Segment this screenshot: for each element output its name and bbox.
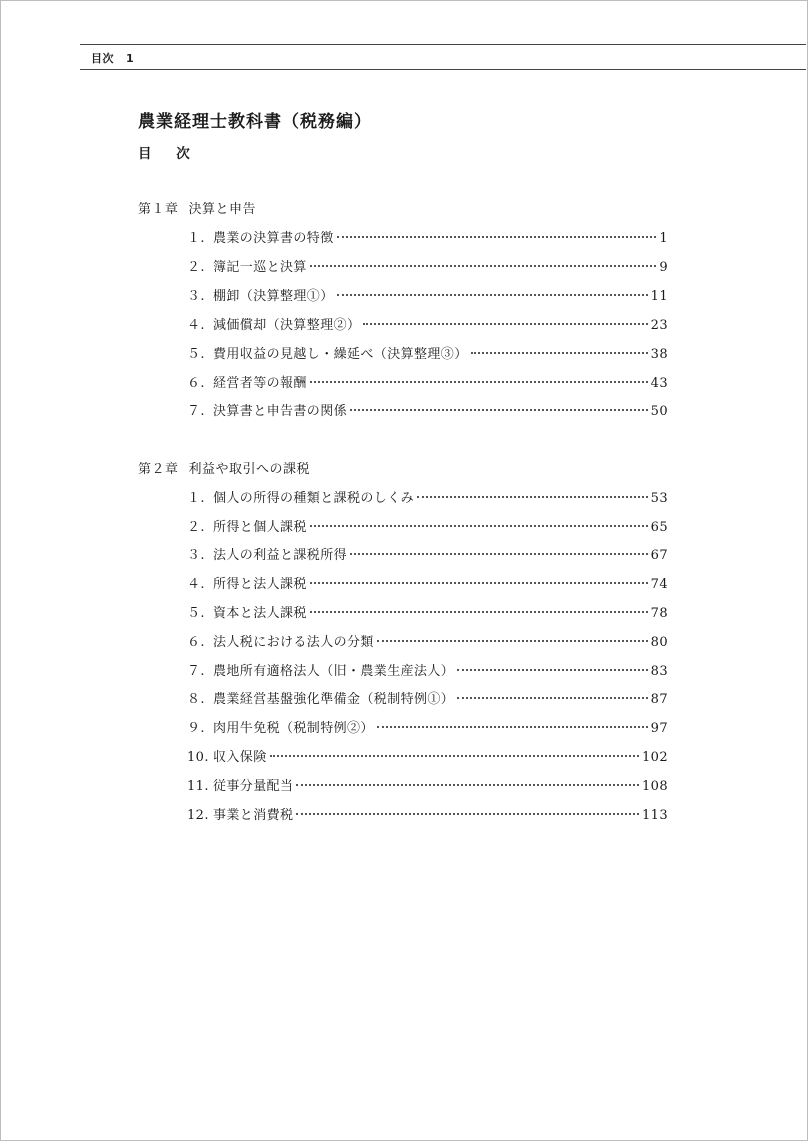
toc-entry[interactable] [187, 804, 668, 824]
entry-title: 農地所有適格法人（旧・農業生産法人） [213, 664, 455, 679]
entry-number: ９. [187, 721, 205, 736]
entry-page: 38 [650, 347, 668, 362]
entry-title: 所得と個人課税 [213, 520, 307, 535]
dot-leader [363, 323, 647, 325]
entry-page: 50 [650, 404, 668, 419]
entry-title: 減価償却（決算整理②） [213, 318, 361, 333]
chapter-title: 決算と申告 [188, 202, 257, 217]
entry-title: 簿記一巡と決算 [213, 260, 307, 275]
entry-page: 11 [650, 289, 668, 304]
entry-page: 87 [650, 692, 668, 707]
entry-page: 65 [650, 520, 668, 535]
dot-leader [337, 294, 648, 296]
dot-leader [457, 697, 647, 699]
chapter-number: 第２章 [138, 462, 179, 477]
entry-title: 費用収益の見越し・繰延べ（決算整理③） [213, 347, 468, 362]
dot-leader [350, 553, 648, 555]
entry-number: ２. [187, 520, 205, 535]
dot-leader [296, 813, 639, 815]
dot-leader [350, 409, 648, 411]
dot-leader [296, 784, 639, 786]
entry-number: ５. [187, 606, 205, 621]
toc-entry[interactable] [187, 631, 668, 651]
entry-page: 1 [659, 231, 668, 246]
entry-title: 肉用牛免税（税制特例②） [213, 721, 374, 736]
entry-number: 11. [187, 779, 209, 794]
toc-entry[interactable] [187, 775, 668, 795]
toc-entry[interactable] [187, 660, 668, 680]
toc-entry[interactable] [187, 746, 668, 766]
dot-leader [337, 236, 657, 238]
toc-entry[interactable] [187, 285, 668, 305]
entry-page: 97 [650, 721, 668, 736]
entry-number: ８. [187, 692, 205, 707]
toc-entry[interactable] [187, 544, 668, 564]
entry-title: 従事分量配当 [213, 779, 294, 794]
dot-leader [471, 352, 648, 354]
entry-title: 収入保険 [213, 750, 267, 765]
dot-leader [310, 265, 657, 267]
entry-page: 23 [650, 318, 668, 333]
entry-number: １. [187, 231, 205, 246]
entry-title: 法人税における法人の分類 [213, 635, 374, 650]
dot-leader [377, 726, 648, 728]
toc-entry[interactable] [187, 516, 668, 536]
dot-leader [310, 611, 648, 613]
dot-leader [417, 496, 648, 498]
running-header-text [91, 50, 134, 66]
entry-number: ４. [187, 318, 205, 333]
entry-page: 113 [641, 808, 668, 823]
entry-number: 10. [187, 750, 209, 765]
entry-number: ３. [187, 548, 205, 563]
entry-number: １. [187, 491, 205, 506]
toc-entry[interactable] [187, 256, 668, 276]
dot-leader [377, 640, 648, 642]
toc-entry[interactable] [187, 602, 668, 622]
dot-leader [310, 525, 648, 527]
entry-page: 108 [641, 779, 668, 794]
entry-number: 12. [187, 808, 209, 823]
entry-number: ２. [187, 260, 205, 275]
dot-leader [270, 755, 639, 757]
entry-page: 83 [650, 664, 668, 679]
toc-entry[interactable] [187, 372, 668, 392]
entry-number: ６. [187, 635, 205, 650]
toc-entry[interactable] [187, 688, 668, 708]
entry-number: ５. [187, 347, 205, 362]
book-title: 農業経理士教科書（税務編） [138, 112, 372, 132]
entry-title: 農業の決算書の特徴 [213, 231, 334, 246]
toc-heading: 目 次 [138, 146, 200, 162]
entry-number: ７. [187, 404, 205, 419]
entry-title: 所得と法人課税 [213, 577, 307, 592]
entry-title: 決算書と申告書の関係 [213, 404, 348, 419]
entry-number: ７. [187, 664, 205, 679]
chapter-heading-1 [138, 198, 256, 217]
entry-page: 53 [650, 491, 668, 506]
toc-entry[interactable] [187, 717, 668, 737]
entry-page: 67 [650, 548, 668, 563]
toc-entry[interactable] [187, 487, 668, 507]
chapter-number: 第１章 [138, 202, 179, 217]
entry-page: 80 [650, 635, 668, 650]
entry-number: ４. [187, 577, 205, 592]
toc-entry[interactable] [187, 400, 668, 420]
running-header [80, 44, 806, 70]
running-header-label: 目次 [91, 52, 114, 65]
entry-page: 102 [641, 750, 668, 765]
dot-leader [310, 381, 648, 383]
entry-title: 法人の利益と課税所得 [213, 548, 348, 563]
entry-page: 9 [659, 260, 668, 275]
entry-title: 棚卸（決算整理①） [213, 289, 334, 304]
entry-title: 個人の所得の種類と課税のしくみ [213, 491, 415, 506]
toc-entry[interactable] [187, 343, 668, 363]
chapter-title: 利益や取引への課税 [188, 462, 311, 477]
dot-leader [310, 582, 648, 584]
chapter-heading-2 [138, 458, 310, 477]
toc-entry[interactable] [187, 314, 668, 334]
entry-title: 事業と消費税 [213, 808, 294, 823]
running-header-page: 1 [126, 52, 135, 65]
toc-entry[interactable] [187, 227, 668, 247]
entry-title: 資本と法人課税 [213, 606, 307, 621]
entry-page: 78 [650, 606, 668, 621]
entry-page: 74 [650, 577, 668, 592]
entry-title: 経営者等の報酬 [213, 376, 307, 391]
toc-entry[interactable] [187, 573, 668, 593]
dot-leader [457, 669, 647, 671]
entry-number: ３. [187, 289, 205, 304]
entry-page: 43 [650, 376, 668, 391]
entry-title: 農業経営基盤強化準備金（税制特例①） [213, 692, 455, 707]
entry-number: ６. [187, 376, 205, 391]
